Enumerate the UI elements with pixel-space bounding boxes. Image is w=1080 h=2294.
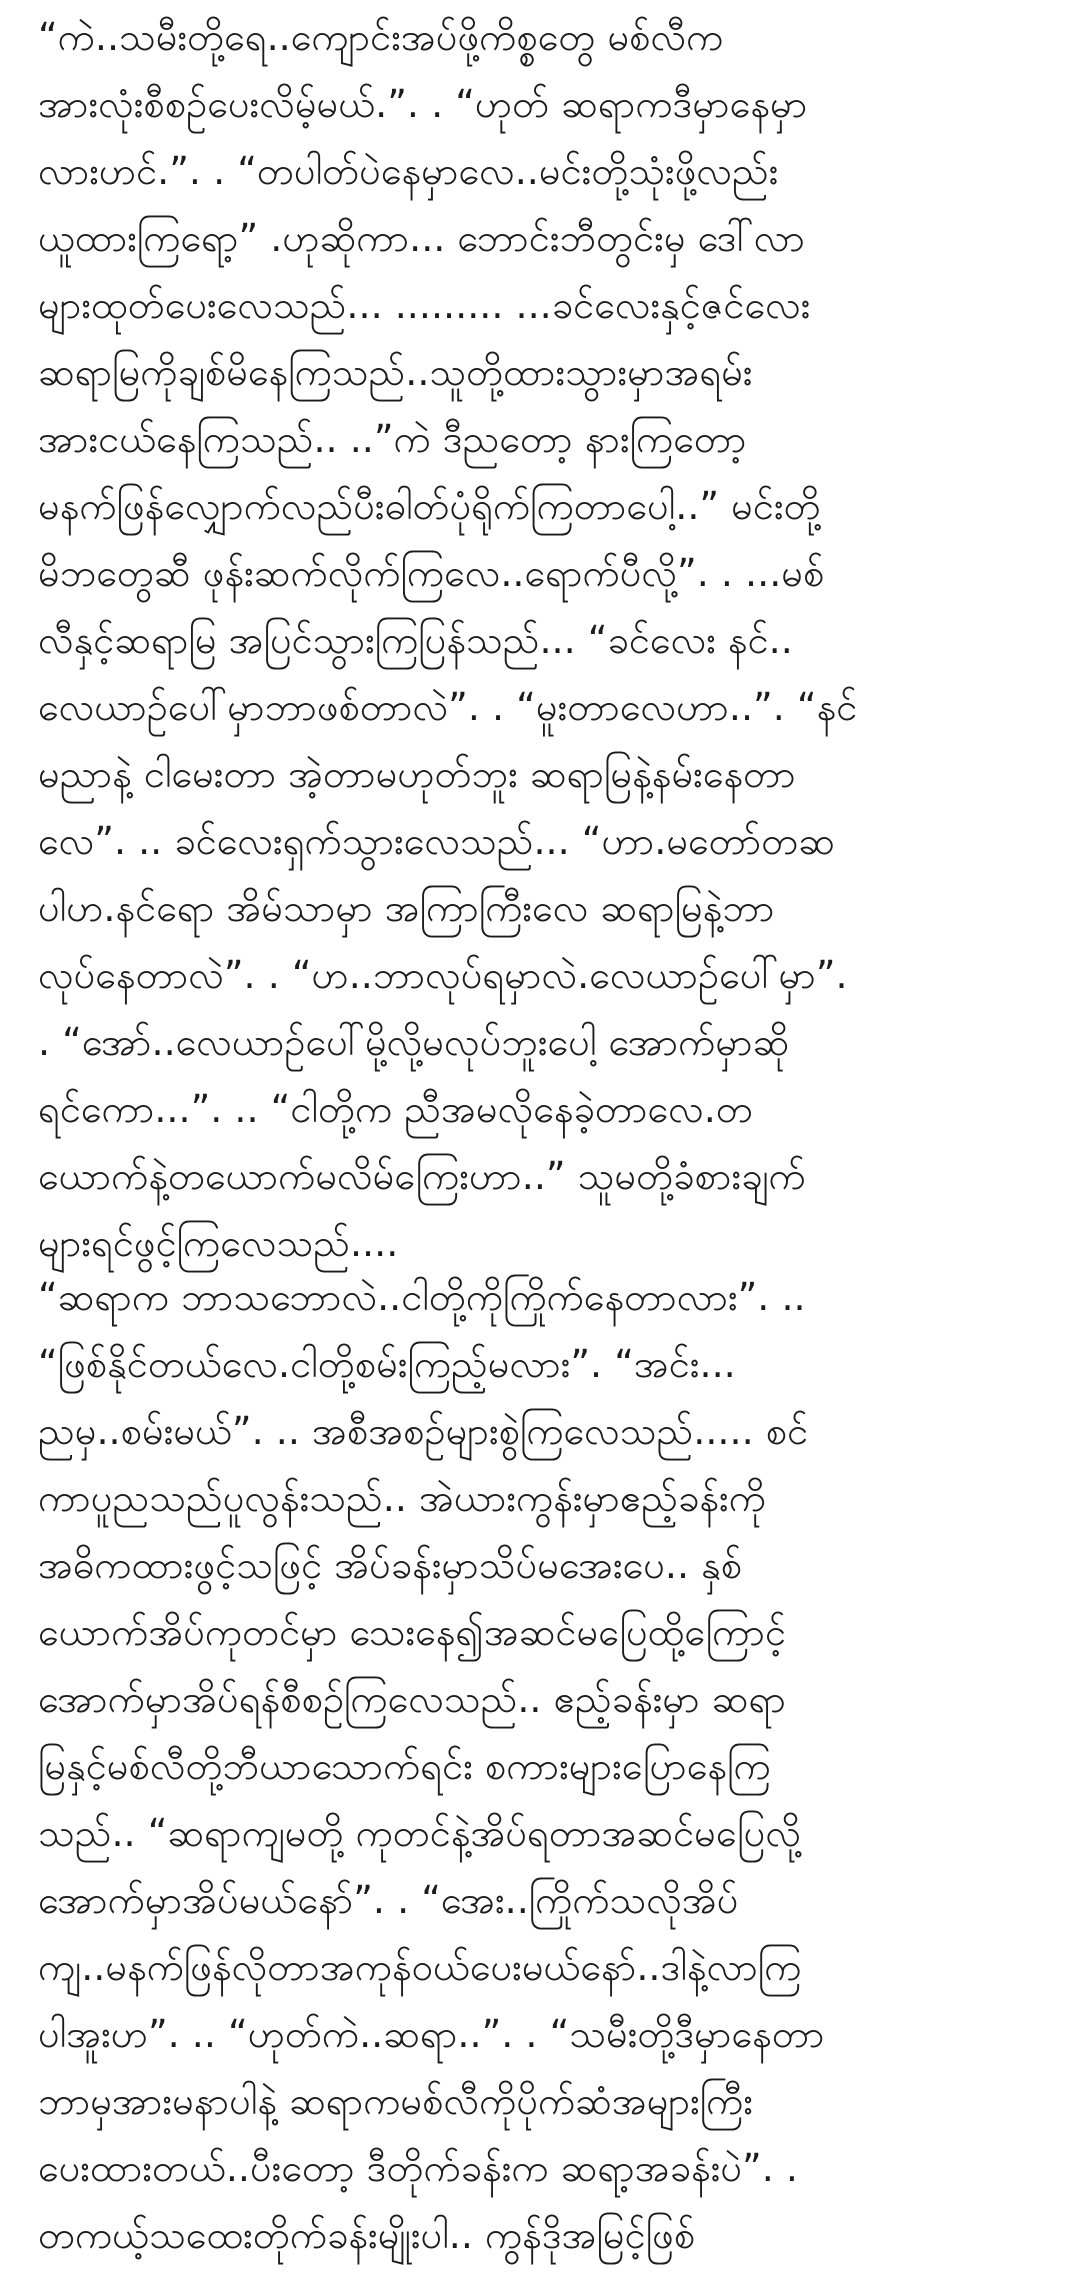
text-line: အားလုံးစီစဉ်ပေးလိမ့်မယ်.”. . “ဟုတ် ဆရာကဒီမှာနေမှာ bbox=[38, 82, 808, 126]
text-line: ယောက်အိပ်ကုတင်မှာ သေးနေ၍အဆင်မပြေထို့ကြောင့် bbox=[38, 1610, 787, 1654]
text-line: လုပ်နေတာလဲ”. . “ဟ..ဘာလုပ်ရမှာလဲ.လေယာဥ်ပေါ်မှာ”. bbox=[38, 953, 848, 997]
text-line: ပေးထားတယ်..ပီးတော့ ဒီတိုက်ခန်းက ဆရာ့အခန်းပဲ”. . bbox=[38, 2146, 798, 2190]
story-paragraph bbox=[38, 4, 1040, 1277]
text-line: ပါအူးဟ”. .. “ဟုတ်ကဲ..ဆရာ..”. . “သမီးတို့ဒီမှာနေတာ bbox=[38, 2012, 825, 2056]
text-line: လေယာဥ်ပေါ်မှာဘာဖစ်တာလဲ”. . “မူးတာလေဟာ..”. “နင် bbox=[38, 685, 858, 729]
text-line: များရင်ဖွင့်ကြလေသည်.... bbox=[38, 1221, 399, 1265]
text-line: မိဘတွေဆီ ဖုန်းဆက်လိုက်ကြလေ..ရောက်ပီလို့”. . ...မစ် bbox=[38, 551, 825, 595]
text-line: လီနှင့်ဆရာမြ အပြင်သွားကြပြန်သည်... “ခင်လေး နင်.. bbox=[38, 618, 793, 662]
text-line: အဓိကထားဖွင့်သဖြင့် အိပ်ခန်းမှာသိပ်မအေးပေ.. နှစ် bbox=[38, 1543, 743, 1587]
text-line: ယောက်နဲ့တယောက်မလိမ်ကြေးဟာ..” သူမတို့ခံစားချက် bbox=[38, 1154, 806, 1198]
text-line: အောက်မှာအိပ်မယ်နော်”. . “အေး..ကြိုက်သလိုအိပ် bbox=[38, 1878, 739, 1922]
text-line: ကာပူညသည်ပူလွန်းသည်.. အဲယားကွန်းမှာဧည့်ခန်းကို bbox=[38, 1476, 766, 1520]
text-line: ပါဟ.နင်ရော အိမ်သာမှာ အကြာကြီးလေ ဆရာမြနဲ့ဘာ bbox=[38, 886, 775, 930]
text-line: ရင်ကော...”. .. “ငါတို့က ညီအမလိုနေခဲ့တာလေ.တ bbox=[38, 1087, 753, 1131]
text-line: မညာနဲ့ ငါမေးတာ အဲ့တာမဟုတ်ဘူး ဆရာမြနဲ့နမ်းနေတာ bbox=[38, 752, 796, 796]
text-line: လေ”. .. ခင်လေးရှက်သွားလေသည်... “ဟာ.မတော်တဆ bbox=[38, 819, 836, 863]
text-line: “ဖြစ်နိုင်တယ်လေ.ငါတို့စမ်းကြည့်မလား”. “အင်း... bbox=[38, 1342, 736, 1386]
text-line: ဘာမှအားမနာပါနဲ့ ဆရာကမစ်လီကိုပိုက်ဆံအများကြီး bbox=[38, 2079, 754, 2123]
text-line: လားဟင်.”. . “တပါတ်ပဲနေမှာလေ..မင်းတို့သုံးဖို့လည်း bbox=[38, 149, 779, 193]
text-line: ကျ..မနက်ဖြန်လိုတာအကုန်ဝယ်ပေးမယ်နော်..ဒါနဲ့လာကြ bbox=[38, 1945, 802, 1989]
text-line: အားငယ်နေကြသည်.. ..”ကဲ ဒီညတော့ နားကြတော့ bbox=[38, 417, 747, 461]
text-line: ဆရာမြကိုချစ်မိနေကြသည်..သူတို့ထားသွားမှာအရမ်း bbox=[38, 350, 753, 394]
text-line: သည်.. “ဆရာကျမတို့ ကုတင်နဲ့အိပ်ရတာအဆင်မပြေလို့ bbox=[38, 1811, 801, 1855]
text-line: မြနှင့်မစ်လီတို့ဘီယာသောက်ရင်း စကားများပြောနေကြ bbox=[38, 1744, 771, 1788]
story-paragraph bbox=[38, 1264, 1040, 2269]
text-line: များထုတ်ပေးလေသည်... ......... ...ခင်လေးနှင့်ဇင်လေး bbox=[38, 283, 811, 327]
text-line: တကယ့်သထေးတိုက်ခန်းမျိုးပါ.. ကွန်ဒိုအမြင့်ဖြစ် bbox=[38, 2213, 696, 2257]
text-line: “ဆရာက ဘာသဘောလဲ..ငါတို့ကိုကြိုက်နေတာလား”. .. bbox=[38, 1275, 806, 1319]
text-line: ညမှ..စမ်းမယ်”. .. အစီအစဉ်များစွဲကြလေသည်..... စင် bbox=[38, 1409, 809, 1453]
text-line: “ကဲ..သမီးတို့ရေ..ကျောင်းအပ်ဖို့ကိစ္စတွေ မစ်လီက bbox=[38, 15, 724, 59]
text-line: . “အော်..လေယာဥ်ပေါ်မို့လို့မလုပ်ဘူးပေါ့ အောက်မှာဆို bbox=[38, 1020, 790, 1064]
text-line: မနက်ဖြန်လျှောက်လည်ပီးဓါတ်ပုံရိုက်ကြတာပေါ့..” မင်းတို့ bbox=[38, 484, 821, 528]
text-line: အောက်မှာအိပ်ရန်စီစဉ်ကြလေသည်.. ဧည့်ခန်းမှာ ဆရာ bbox=[38, 1677, 786, 1721]
text-line: ယူထားကြရော့” .ဟုဆိုကာ... ဘောင်းဘီတွင်းမှ ဒေါ်လာ bbox=[38, 216, 805, 260]
